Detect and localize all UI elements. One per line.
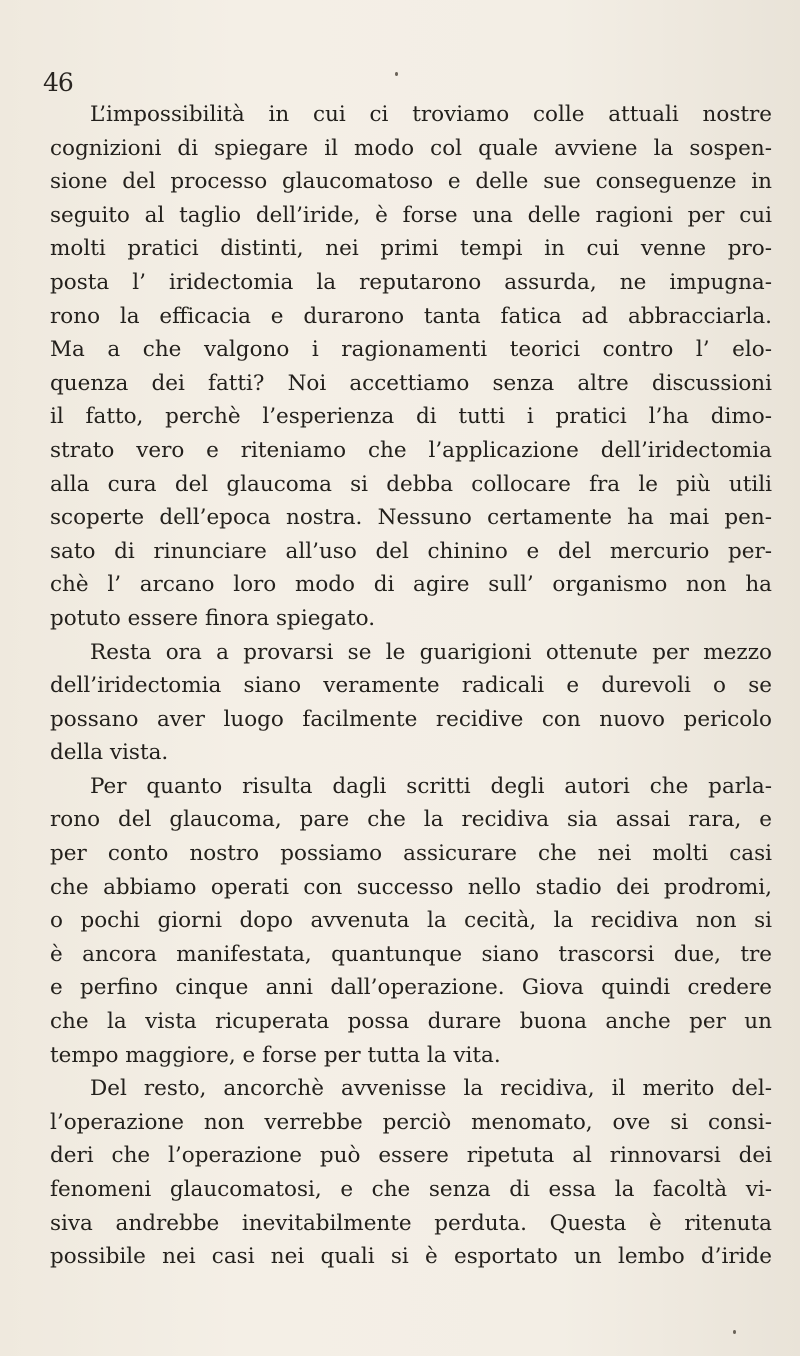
text-line: possibile nei casi nei quali si è esportato un lembo d’iride: [50, 1244, 772, 1270]
body-text: [50, 98, 772, 1274]
text-line: rono del glaucoma, pare che la recidiva sia assai rara, e: [50, 807, 772, 833]
text-line: e perfino cinque anni dall’operazione. Giova quindi credere: [50, 975, 772, 1001]
print-speck: [733, 1330, 736, 1334]
text-line: quenza dei fatti? Noi accettiamo senza altre discussioni: [50, 370, 772, 396]
text-line: fenomeni glaucomatosi, e che senza di essa la facoltà vi-: [50, 1177, 772, 1202]
text-line: potuto essere finora spiegato.: [50, 605, 376, 631]
text-line: per conto nostro possiamo assicurare che nei molti casi: [50, 841, 772, 867]
text-line: alla cura del glaucoma si debba collocare fra le più utili: [50, 471, 772, 497]
text-line: rono la efficacia e durarono tanta fatica ad abbracciarla.: [50, 303, 772, 329]
text-line: sato di rinunciare all’uso del chinino e del mercurio per-: [50, 538, 772, 564]
text-line: chè l’ arcano loro modo di agire sull’ organismo non ha: [50, 572, 772, 598]
text-line: il fatto, perchè l’esperienza di tutti i pratici l’ha dimo-: [50, 404, 772, 430]
text-line: cognizioni di spiegare il modo col quale avviene la sospen-: [50, 135, 772, 161]
text-line: Ma a che valgono i ragionamenti teorici contro l’ elo-: [50, 337, 772, 363]
text-line: sione del processo glaucomatoso e delle sue conseguenze in: [50, 169, 772, 195]
text-line: molti pratici distinti, nei primi tempi in cui venne pro-: [50, 236, 772, 262]
text-line: è ancora manifestata, quantunque siano trascorsi due, tre: [50, 941, 772, 967]
text-line: tempo maggiore, e forse per tutta la vita.: [50, 1042, 501, 1068]
print-speck: [395, 72, 398, 76]
text-line: possano aver luogo facilmente recidive con nuovo pericolo: [50, 706, 772, 732]
text-line: che la vista ricuperata possa durare buona anche per un: [50, 1009, 772, 1035]
text-line: deri che l’operazione può essere ripetuta al rinnovarsi dei: [50, 1143, 772, 1169]
text-line: Resta ora a provarsi se le guarigioni ottenute per mezzo: [90, 639, 772, 665]
text-line: della vista.: [50, 740, 169, 766]
text-line: seguito al taglio dell’iride, è forse una delle ragioni per cui: [50, 202, 772, 228]
text-line: Del resto, ancorchè avvenisse la recidiva, il merito del-: [90, 1076, 772, 1102]
text-line: Per quanto risulta dagli scritti degli autori che parla-: [90, 773, 772, 799]
text-line: posta l’ iridectomia la reputarono assurda, ne impugna-: [50, 269, 772, 295]
page-number: 46: [43, 68, 73, 97]
text-line: scoperte dell’epoca nostra. Nessuno certamente ha mai pen-: [50, 505, 772, 531]
text-line: L’impossibilità in cui ci troviamo colle attuali nostre: [90, 102, 772, 127]
text-line: strato vero e riteniamo che l’applicazione dell’iridectomia: [50, 437, 772, 463]
text-line: l’operazione non verrebbe perciò menomato, ove si consi-: [50, 1109, 772, 1135]
text-line: o pochi giorni dopo avvenuta la cecità, la recidiva non si: [50, 908, 772, 934]
text-line: che abbiamo operati con successo nello stadio dei prodromi,: [50, 874, 772, 900]
text-line: dell’iridectomia siano veramente radicali e durevoli o se: [50, 673, 772, 699]
text-line: siva andrebbe inevitabilmente perduta. Questa è ritenuta: [50, 1210, 772, 1236]
